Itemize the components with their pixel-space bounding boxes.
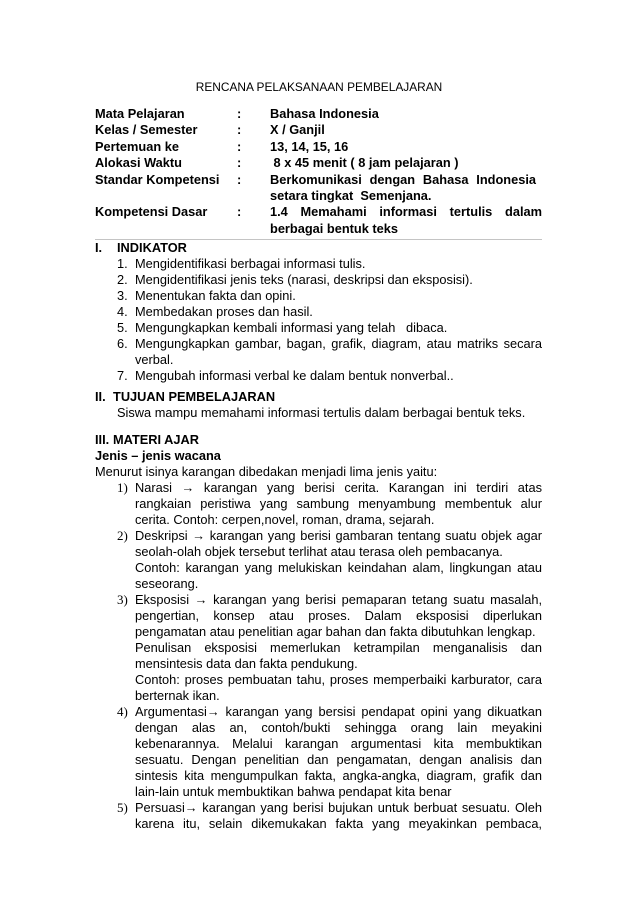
identity-value: X / Ganjil (270, 122, 325, 138)
item-line: Menentukan fakta dan opini. (135, 288, 296, 303)
text-type-item (95, 592, 542, 704)
item-line: lain-lain untuk membuktikan bahwa pendapat kita benar (135, 784, 452, 799)
section-title: TUJUAN PEMBELAJARAN (113, 389, 276, 404)
section-number: III. (95, 432, 110, 447)
text-type-item (95, 528, 542, 592)
item-number: 2) (117, 528, 128, 543)
item-line: Penulisan eksposisi memerlukan ketrampilan menganalisis dan (135, 640, 542, 655)
item-number: 1) (117, 480, 128, 495)
identity-label: Alokasi Waktu (95, 155, 182, 171)
item-line: Argumentasi→ karangan yang bersisi pendapat opini yang dikuatkan (135, 704, 542, 719)
item-line: Mengubah informasi verbal ke dalam bentuk nonverbal.. (135, 368, 454, 383)
item-line: Contoh: proses pembuatan tahu, proses memperbaiki karburator, cara (135, 672, 542, 687)
item-number: 2. (117, 272, 128, 287)
intro-text: Menurut isinya karangan dibedakan menjadi lima jenis yaitu: (95, 464, 438, 479)
item-line: Membedakan proses dan hasil. (135, 304, 313, 319)
identity-value: 1.4 Memahami informasi tertulis dalam (270, 204, 542, 220)
identity-label: Pertemuan ke (95, 138, 179, 154)
item-line: Mengidentifikasi jenis teks (narasi, deskripsi dan eksposisi). (135, 272, 473, 287)
item-line: kebenarannya. Melalui karangan argumentasi kita membuktikan (135, 736, 542, 751)
indicator-item (95, 336, 542, 368)
identity-label: Kompetensi Dasar (95, 204, 208, 220)
objective-text: Siswa mampu memahami informasi tertulis dalam berbagai bentuk teks. (117, 405, 526, 420)
section-indikator (95, 240, 542, 384)
item-number: 4. (117, 304, 128, 319)
indicator-item (95, 320, 542, 336)
identity-separator: : (237, 106, 242, 121)
item-line: Persuasi→ karangan yang berisi bujukan untuk berbuat sesuatu. Oleh (135, 800, 542, 815)
identity-label: Kelas / Semester (95, 122, 198, 138)
item-line: Mengungkapkan kembali informasi yang telah dibaca. (135, 320, 448, 335)
identity-separator: : (237, 204, 242, 220)
identity-row-standard-competence (95, 172, 542, 205)
item-line: seseorang. (135, 576, 199, 591)
item-line: berternak ikan. (135, 688, 220, 703)
identity-row-basic-competence (95, 204, 542, 237)
identity-separator: : (237, 138, 242, 154)
item-number: 3. (117, 288, 128, 303)
identity-value: Bahasa Indonesia (270, 106, 379, 121)
item-line: dengan alas an, contoh/bukti sehingga orang lain meyakini (135, 720, 542, 735)
identity-value: 8 x 45 menit ( 8 jam pelajaran ) (270, 155, 459, 171)
indicator-item (95, 304, 542, 320)
item-line: mensintesis data dan fakta pendukung. (135, 656, 358, 671)
identity-value: Berkomunikasi dengan Bahasa Indonesia (270, 171, 536, 187)
text-type-item (95, 480, 542, 528)
identity-row-class (95, 122, 542, 138)
item-number: 4) (117, 704, 128, 719)
item-line: pengertian, konsep atau proses. Dalam eksposisi diperlukan (135, 608, 542, 623)
text-type-item (95, 704, 542, 800)
identity-table (95, 106, 542, 237)
subsection-title: Jenis – jenis wacana (95, 448, 221, 463)
identity-row-subject (95, 106, 542, 122)
item-line: pengamatan atau penelitian agar bahan dan fakta dibutuhkan lengkap. (135, 624, 536, 639)
item-number: 3) (117, 592, 128, 607)
indicator-item (95, 256, 542, 272)
item-number: 7. (117, 368, 128, 383)
item-line: Mengungkapkan gambar, bagan, grafik, diagram, atau matriks secara (135, 336, 542, 351)
section-materi (95, 432, 542, 832)
identity-label: Standar Kompetensi (95, 171, 220, 187)
section-title: INDIKATOR (117, 240, 187, 255)
section-heading (95, 389, 542, 405)
text-type-item (95, 800, 542, 832)
item-number: 1. (117, 256, 128, 271)
identity-value: 13, 14, 15, 16 (270, 138, 349, 154)
indicator-item (95, 288, 542, 304)
item-number: 5) (117, 800, 128, 815)
item-line: Contoh: karangan yang melukiskan keindahan alam, lingkungan atau (135, 560, 542, 575)
item-line: verbal. (135, 352, 174, 367)
item-number: 6. (117, 336, 128, 351)
section-tujuan (95, 389, 542, 421)
item-line: sintesis kita mengumpulkan fakta, angka-angka, diagram, grafik dan (135, 768, 542, 783)
document-title: RENCANA PELAKSANAAN PEMBELAJARAN (195, 80, 443, 94)
item-number: 5. (117, 320, 128, 335)
identity-row-meeting (95, 139, 542, 155)
item-line: Deskripsi → karangan yang berisi gambaran tentang suatu objek agar (135, 528, 542, 543)
item-line: cerita. Contoh: cerpen,novel, roman, drama, sejarah. (135, 512, 435, 527)
item-line: seolah-olah objek tersebut terlihat atau terasa oleh pembacanya. (135, 544, 503, 559)
item-line: rangkaian peristiwa yang sambung menyambung membentuk alur (135, 496, 542, 511)
item-line: sesuatu. Dengan penelitian dan pengamatan, dengan analisis dan (135, 752, 542, 767)
identity-label: Mata Pelajaran (95, 106, 185, 121)
identity-separator: : (237, 171, 242, 187)
identity-value: berbagai bentuk teks (270, 220, 399, 236)
section-heading (95, 432, 542, 448)
item-line: Mengidentifikasi berbagai informasi tulis. (135, 256, 366, 271)
section-number: I. (95, 240, 103, 255)
indicator-item (95, 272, 542, 288)
indicator-item (95, 368, 542, 384)
section-number: II. (95, 389, 106, 404)
identity-separator: : (237, 155, 242, 171)
identity-separator: : (237, 122, 242, 138)
section-heading (95, 240, 542, 256)
section-title: MATERI AJAR (113, 432, 200, 447)
identity-row-time (95, 155, 542, 171)
item-line: Eksposisi → karangan yang berisi pemaparan tetang suatu masalah, (135, 592, 542, 607)
item-line: karena itu, selain dikemukakan fakta yang meyakinkan pembaca, (135, 816, 542, 831)
item-line: Narasi → karangan yang berisi cerita. Karangan ini terdiri atas (135, 480, 542, 495)
identity-value: setara tingkat Semenjana. (270, 187, 432, 203)
